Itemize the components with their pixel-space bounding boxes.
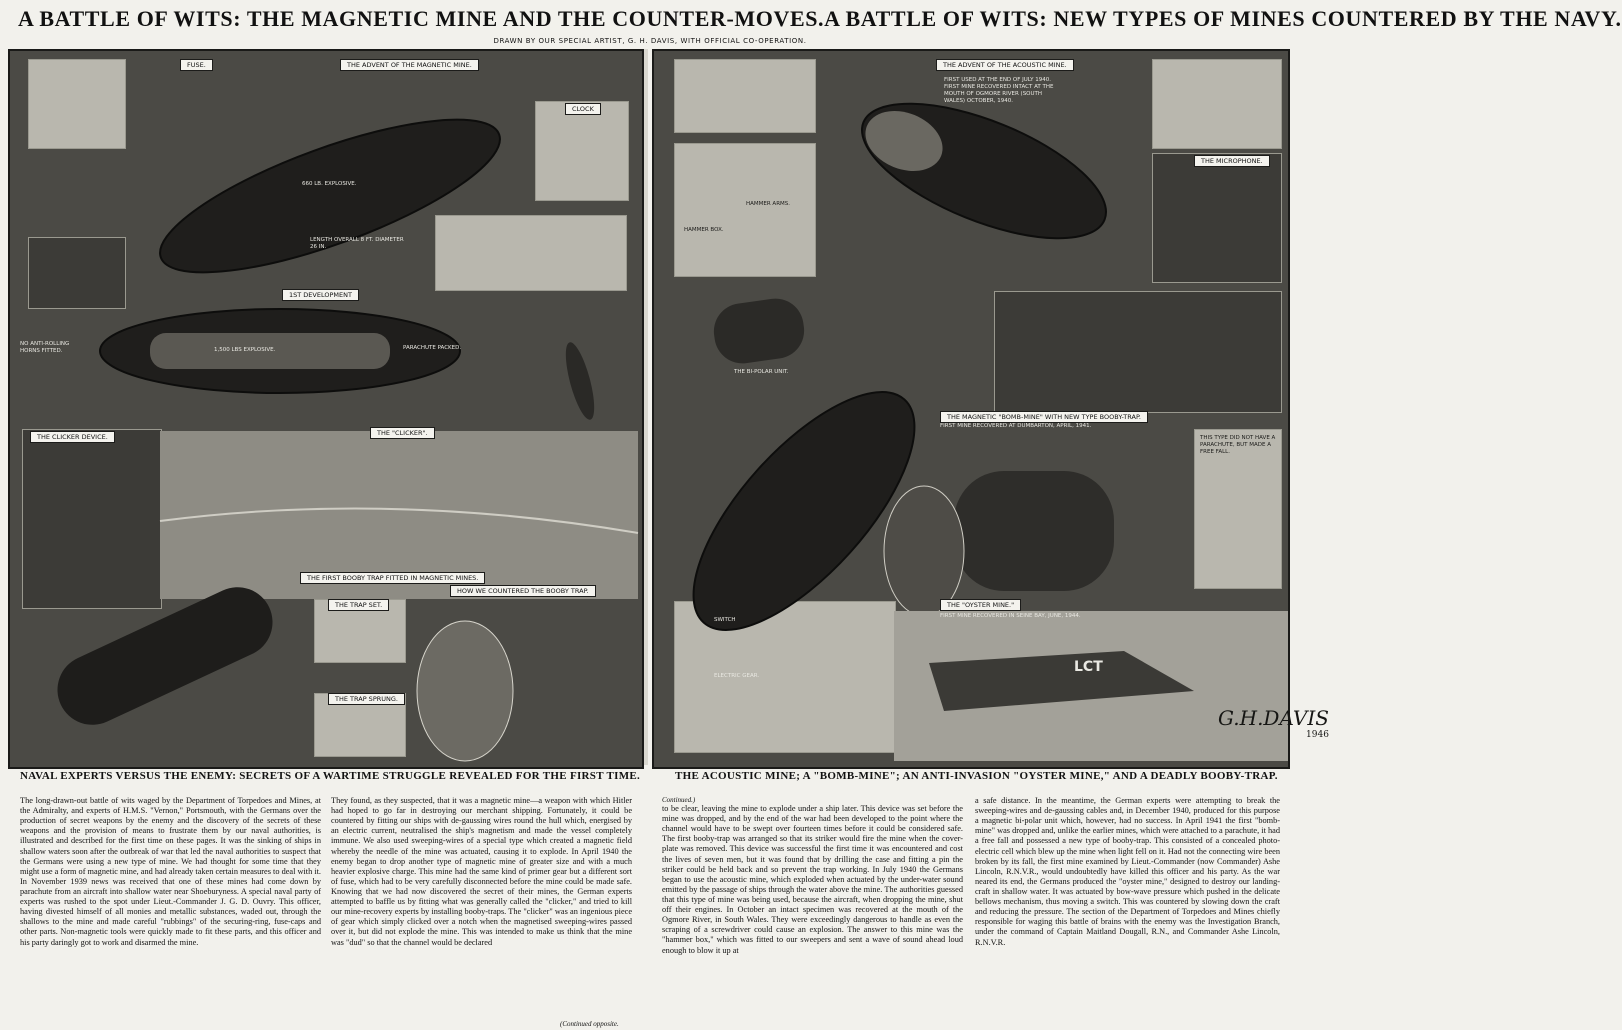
caption-oyster-note: FIRST MINE RECOVERED IN SEINE BAY, JUNE, 1944. [940, 613, 1081, 619]
illustration-right-page [652, 49, 1290, 769]
caption-hammer-box: HAMMER BOX. [684, 227, 724, 233]
bomb-mine-cover-opening [884, 486, 964, 616]
label-countered-booby: HOW WE COUNTERED THE BOOBY TRAP. [450, 585, 596, 597]
headline-left: A BATTLE OF WITS: THE MAGNETIC MINE AND THE COUNTER-MOVES. [18, 6, 825, 31]
headline-right: A BATTLE OF WITS: NEW TYPES OF MINES COUNTERED BY THE NAVY. [824, 6, 1622, 31]
caption-switch: SWITCH [714, 617, 736, 623]
caption-parachute-packed: PARACHUTE PACKED. [403, 345, 462, 351]
artist-signature [1218, 706, 1329, 740]
magnetic-mine-drawing [144, 89, 515, 302]
mine-illustrations-left [10, 51, 642, 767]
label-clicker: THE "CLICKER". [370, 427, 435, 439]
illustration-left-page [8, 49, 644, 769]
label-trap-set: THE TRAP SET. [328, 599, 389, 611]
bomb-mine-rear-cover [954, 471, 1114, 591]
caption-acoustic-note: FIRST USED AT THE END OF JULY 1940. FIRST MINE RECOVERED INTACT AT THE MOUTH OF OGMORE RIVER (SOUTH WALES) OCTOBER, 1940. [944, 77, 1054, 104]
headline [18, 6, 1622, 34]
subhead-right: THE ACOUSTIC MINE; A "BOMB-MINE"; AN ANTI-INVASION "OYSTER MINE," AND A DEADLY BOOBY-TRAP. [675, 770, 1278, 782]
signature-year: 1946 [1306, 730, 1329, 740]
label-advent-magnetic: THE ADVENT OF THE MAGNETIC MINE. [340, 59, 479, 71]
signature-name: G.H.DAVIS [1218, 706, 1329, 730]
article-col-2: They found, as they suspected, that it was a magnetic mine—a weapon with which Hitler had hoped to go far in destroying our merchant shipping. Fortunately, it could be countered by fitting our ships with de-gaussing wires round the hull which, energised by an electric current, neutralised the ship's magnetism and made the vessel completely immune. We also used sweeping-wires of a special type which created a magnetic field whereby the needle of the mine was actuated, causing it to explode. In April 1940 the enemy began to drop another type of magnetic mine of greater size and with a much heavier explosive charge. This mine had the same kind of primer gear but a different sort of fuse, which had to be very carefully disconnected before the mine could be made safe. Knowing that we had now discovered the secret of their mines, the German experts attempted to baffle us by fitting what was generally called the "clicker," and tried to kill our mine-recovery experts by installing booby-traps. The "clicker" was an ingenious piece of gear which simply clicked over a notch when the magnetised sweeping-wires passed over it, but did not explode the mine. This was intended to make us think that the mine was "dud" so that the channel would be declared [331, 796, 632, 947]
mine-illustrations-right [654, 51, 1288, 767]
mine-end-cap-drawing [417, 621, 513, 761]
label-bomb-mine: THE MAGNETIC "BOMB-MINE" WITH NEW TYPE BOOBY-TRAP. [940, 411, 1148, 423]
label-advent-acoustic: THE ADVENT OF THE ACOUSTIC MINE. [936, 59, 1074, 71]
article-col-1: The long-drawn-out battle of wits waged by the Department of Torpedoes and Mines, at the Admiralty, and experts of H.M.S. "Vernon," Portsmouth, with the Germans over the production of secret weapons by the enemy and the discovery of the secrets of these weapons and the provision of means to frustrate them by our naval authorities, is illustrated and described for the first time on these pages. It was the sinking of ships in shallow waters soon after the outbreak of war that led the naval authorities to suspect that the Germans were using a new type of mine. We had thought for some time that they might use a form of magnetic mine, and had already taken certain measures to deal with it. In November 1939 news was received that one of these mines had come down by parachute from an aircraft into shallow water near Shoeburyness. A special naval party of experts was rushed to the spot under Lieut.-Commander J. G. D. Ouvry. This officer, having divested himself of all monies and metallic substances, waded out, through the shallows to the mine and made careful "rubbings" of the securing-ring, fuse-caps and other parts. Non-magnetic tools were quickly made to fit these parts, and this officer and his party daringly got to work and disarmed the mine. [20, 796, 321, 947]
label-microphone: THE MICROPHONE. [1194, 155, 1270, 167]
caption-bipolar: THE BI-POLAR UNIT. [734, 369, 789, 375]
label-fuse: FUSE. [180, 59, 213, 71]
label-clicker-device: THE CLICKER DEVICE. [30, 431, 115, 443]
caption-electric-gear: ELECTRIC GEAR. [714, 673, 760, 679]
caption-no-parachute: THIS TYPE DID NOT HAVE A PARACHUTE, BUT MADE A FREE FALL. [1200, 435, 1276, 455]
caption-anti-rolling: NO ANTI-ROLLING HORNS FITTED. [20, 341, 70, 354]
continued-from: Continued.) [662, 796, 696, 804]
label-oyster: THE "OYSTER MINE." [940, 599, 1021, 611]
label-development: 1ST DEVELOPMENT [282, 289, 359, 301]
caption-bomb-mine-note: FIRST MINE RECOVERED AT DUMBARTON, APRIL, 1941. [940, 423, 1092, 429]
article-col-3: to be clear, leaving the mine to explode under a ship later. This device was set before the mine was dropped, and by the end of the war had been developed to the point where the channel would have to be swept over fourteen times before it could be considered safe. The first booby-trap was arranged so that its striker would fire the mine when the cover-plate was removed. This device was successful the first time it was encountered and cost the lives of seven men, but it was found that by drilling the case and fitting a pin the striker could be held back and so prevent the trap working. In July 1940 the Germans began to use the acoustic mine, which exploded when actuated by the under-water sound emitted by the passage of ships through the water above the mine. The authorities guessed that this type of mine was being used, because the aircraft, when dropping the mine, shut off their engines. In October an intact specimen was recovered at the mouth of the Ogmore River, in South Wales. They were exceedingly dangerous to handle as even the scraping of a screwdriver could cause an explosion. The answer to this mine was the "hammer box," which was fitted to our sweepers and sent a wave of sound ahead loud enough to blow it up at [662, 804, 963, 955]
subhead-left: NAVAL EXPERTS VERSUS THE ENEMY: SECRETS OF A WARTIME STRUGGLE REVEALED FOR THE FIRST TIME. [20, 770, 641, 782]
label-clock: CLOCK [565, 103, 601, 115]
bipolar-unit-drawing [710, 295, 807, 367]
dropped-mine-drawing [560, 340, 600, 422]
label-first-booby: THE FIRST BOOBY TRAP FITTED IN MAGNETIC MINES. [300, 572, 485, 584]
label-trap-sprung: THE TRAP SPRUNG. [328, 693, 405, 705]
caption-lct: LCT [1074, 659, 1103, 675]
article-col-4: a safe distance. In the meantime, the German experts were attempting to break the sweeping-wires and de-gaussing cables and, in December 1940, produced for this purpose a magnetic bi-polar unit which, however, had no success. In April 1941 the first "bomb-mine" was dropped and, unlike the earlier mines, which were attached to a parachute, it had a free fall and possessed a new type of booby-trap. This consisted of a concealed photo-electric cell which blew up the mine when light fell on it. Had not the connecting wire been broken by its fall, the first mine examined by Lieut.-Commander (now Commander) Ashe Lincoln, R.N.V.R., would undoubtedly have killed this officer and his party. As the war neared its end, the Germans produced the "oyster mine," designed to destroy our landing-craft in shallow water. It was actuated by bow-wave pressure which pushed in the delicate bellows mechanism, thus moving a switch. This was countered by slowing down the craft and reducing the pressure. The section of the Department of Torpedoes and Mines chiefly responsible for waging this battle of brains with the enemy was the Investigation Branch, under the command of Captain Maitland Dougall, R.N., and Commander Ashe Lincoln, R.N.V.R. [975, 796, 1280, 947]
continued-opposite: (Continued opposite. [560, 1020, 619, 1028]
page-gutter [644, 49, 648, 765]
caption-hammer-arms: HAMMER ARMS. [746, 201, 791, 207]
artist-credit: DRAWN BY OUR SPECIAL ARTIST, G. H. DAVIS, WITH OFFICIAL CO-OPERATION. [493, 37, 807, 45]
caption-mine-weight: 660 LB. EXPLOSIVE. [302, 181, 357, 187]
caption-mine-length: LENGTH OVERALL 8 FT. DIAMETER 26 IN. [310, 237, 404, 250]
caption-explosive-1500: 1,500 LBS EXPLOSIVE. [214, 347, 276, 353]
booby-mine-drawing [46, 576, 284, 737]
